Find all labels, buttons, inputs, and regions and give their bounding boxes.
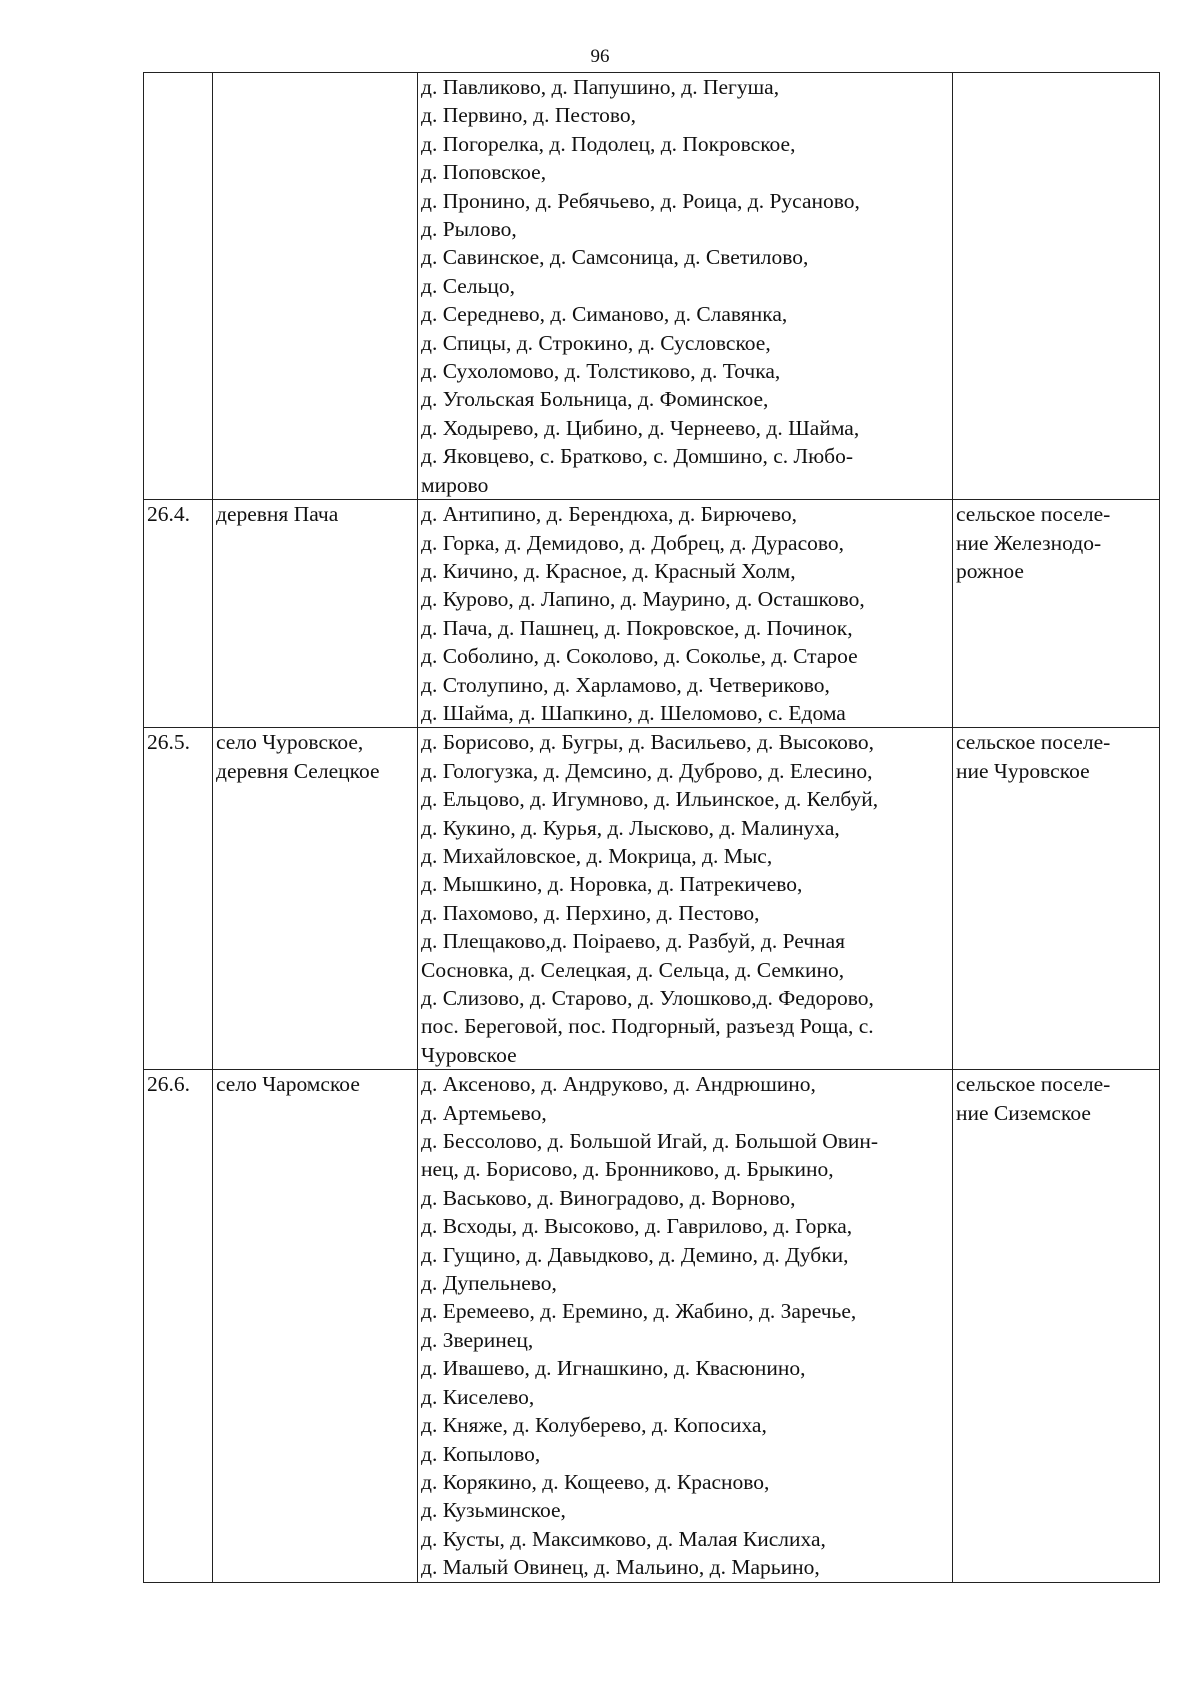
locality-line: мирово [421,472,489,497]
locality-line: Сосновка, д. Селецкая, д. Сельца, д. Семкино, [421,957,845,982]
localities-cell [418,728,953,1070]
settlement-line: ние Железнодо- [956,530,1102,555]
settlement-line: ние Сиземское [956,1100,1091,1125]
locality-line: д. Мышкино, д. Норовка, д. Патрекичево, [421,872,803,897]
locality-line: д. Первино, д. Пестово, [421,103,636,128]
locality-line: пос. Береговой, пос. Подгорный, разъезд Роща, с. [421,1014,874,1039]
locality-line: д. Малый Овинец, д. Мальино, д. Марьино, [421,1555,820,1580]
row-number-cell [144,728,213,1070]
center-name-line: село Чуровское, [216,730,364,755]
locality-line: д. Борисово, д. Бугры, д. Васильево, д. Высоково, [421,730,875,755]
locality-line: д. Зверинец, [421,1327,534,1352]
settlements-table [143,72,1160,1583]
locality-line: д. Кусты, д. Максимково, д. Малая Кислиха, [421,1526,826,1551]
center-name-line: село Чаромское [216,1072,360,1097]
locality-line: д. Васьково, д. Виноградово, д. Ворново, [421,1185,796,1210]
settlement-line: сельское поселе- [956,1072,1111,1097]
locality-line: д. Кукино, д. Курья, д. Лысково, д. Малинуха, [421,815,840,840]
settlement-cell [953,73,1160,500]
locality-line: д. Павликово, д. Папушино, д. Пегуша, [421,75,780,99]
locality-line: д. Столупино, д. Харламово, д. Четвериково, [421,672,830,697]
locality-line: д. Корякино, д. Кощеево, д. Красново, [421,1469,770,1494]
locality-line: д. Еремеево, д. Еремино, д. Жабино, д. Заречье, [421,1299,857,1324]
settlement-line: ние Чуровское [956,758,1090,783]
locality-line: д. Всходы, д. Высоково, д. Гаврилово, д. Горка, [421,1214,853,1239]
locality-line: д. Артемьево, [421,1100,547,1125]
locality-line: д. Бессолово, д. Большой Игай, д. Большой Овин- [421,1129,879,1154]
locality-line: д. Яковцево, с. Братково, с. Домшино, с. Любо- [421,444,853,469]
locality-line: д. Ходырево, д. Цибино, д. Чернеево, д. Шайма, [421,415,860,440]
center-name-cell [213,500,418,728]
row-number: 26.6. [147,1072,190,1097]
row-number: 26.5. [147,730,190,755]
settlement-cell [953,728,1160,1070]
locality-line: д. Гущино, д. Давыдково, д. Демино, д. Дубки, [421,1242,849,1267]
locality-line: д. Пронино, д. Ребячьево, д. Роица, д. Русаново, [421,188,860,213]
center-name-cell [213,728,418,1070]
table-row [144,728,1160,1070]
settlement-cell [953,500,1160,728]
row-number-cell [144,500,213,728]
settlement-line: сельское поселе- [956,502,1111,527]
locality-line: д. Сухоломово, д. Толстиково, д. Точка, [421,359,781,384]
center-name-line: деревня Пача [216,502,339,527]
localities-cell [418,500,953,728]
page-number: 96 [590,46,610,67]
center-name-cell [213,73,418,500]
locality-line: Чуровское [421,1042,517,1067]
localities-cell [418,1070,953,1582]
locality-line: д. Аксеново, д. Андруково, д. Андрюшино, [421,1072,816,1097]
locality-line: д. Горка, д. Демидово, д. Добрец, д. Дурасово, [421,530,845,555]
center-name-line: деревня Селецкое [216,758,380,783]
table-row [144,1070,1160,1582]
locality-line: д. Слизово, д. Старово, д. Улошково,д. Федорово, [421,986,874,1010]
locality-line: д. Антипино, д. Берендюха, д. Бирючево, [421,502,797,527]
locality-line: д. Ивашево, д. Игнашкино, д. Квасюнино, [421,1356,806,1381]
center-name-cell [213,1070,418,1582]
locality-line: д. Ельцово, д. Игумново, д. Ильинское, д. Келбуй, [421,787,879,812]
table-row [144,500,1160,728]
locality-line: д. Михайловское, д. Мокрица, д. Мыс, [421,843,773,868]
row-number: 26.4. [147,502,190,527]
locality-line: д. Соболино, д. Соколово, д. Соколье, д. Старое [421,644,858,669]
locality-line: д. Дупельнево, [421,1271,557,1296]
locality-line: нец, д. Борисово, д. Бронниково, д. Брыкино, [421,1157,834,1182]
locality-line: д. Шайма, д. Шапкино, д. Шеломово, с. Едома [421,700,846,725]
settlement-line: сельское поселе- [956,730,1111,755]
locality-line: д. Княже, д. Колуберево, д. Копосиха, [421,1413,767,1438]
locality-line: д. Савинское, д. Самсоница, д. Светилово, [421,245,809,270]
settlement-line: рожное [956,558,1024,583]
locality-line: д. Рылово, [421,217,517,242]
locality-line: д. Пахомово, д. Перхино, д. Пестово, [421,900,760,925]
locality-line: д. Копылово, [421,1441,541,1466]
locality-line: д. Киселево, [421,1384,535,1409]
locality-line: д. Гологузка, д. Демсино, д. Дуброво, д. Елесино, [421,758,873,783]
locality-line: д. Кузьминское, [421,1498,566,1523]
table-row [144,73,1160,500]
locality-line: д. Плещаково,д. Поіраево, д. Разбуй, д. Речная [421,929,846,954]
locality-line: д. Сельцо, [421,273,515,298]
locality-line: д. Спицы, д. Строкино, д. Сусловское, [421,330,771,355]
locality-line: д. Середнево, д. Симаново, д. Славянка, [421,302,788,327]
locality-line: д. Погорелка, д. Подолец, д. Покровское, [421,131,796,156]
locality-line: д. Пача, д. Пашнец, д. Покровское, д. Починок, [421,615,853,640]
locality-line: д. Угольская Больница, д. Фоминское, [421,387,769,412]
locality-line: д. Кичино, д. Красное, д. Красный Холм, [421,558,796,583]
locality-line: д. Курово, д. Лапино, д. Маурино, д. Осташково, [421,587,865,612]
settlement-cell [953,1070,1160,1582]
table-body [144,73,1160,1583]
localities-cell [418,73,953,500]
row-number-cell [144,1070,213,1582]
locality-line: д. Поповское, [421,160,547,185]
row-number-cell [144,73,213,500]
